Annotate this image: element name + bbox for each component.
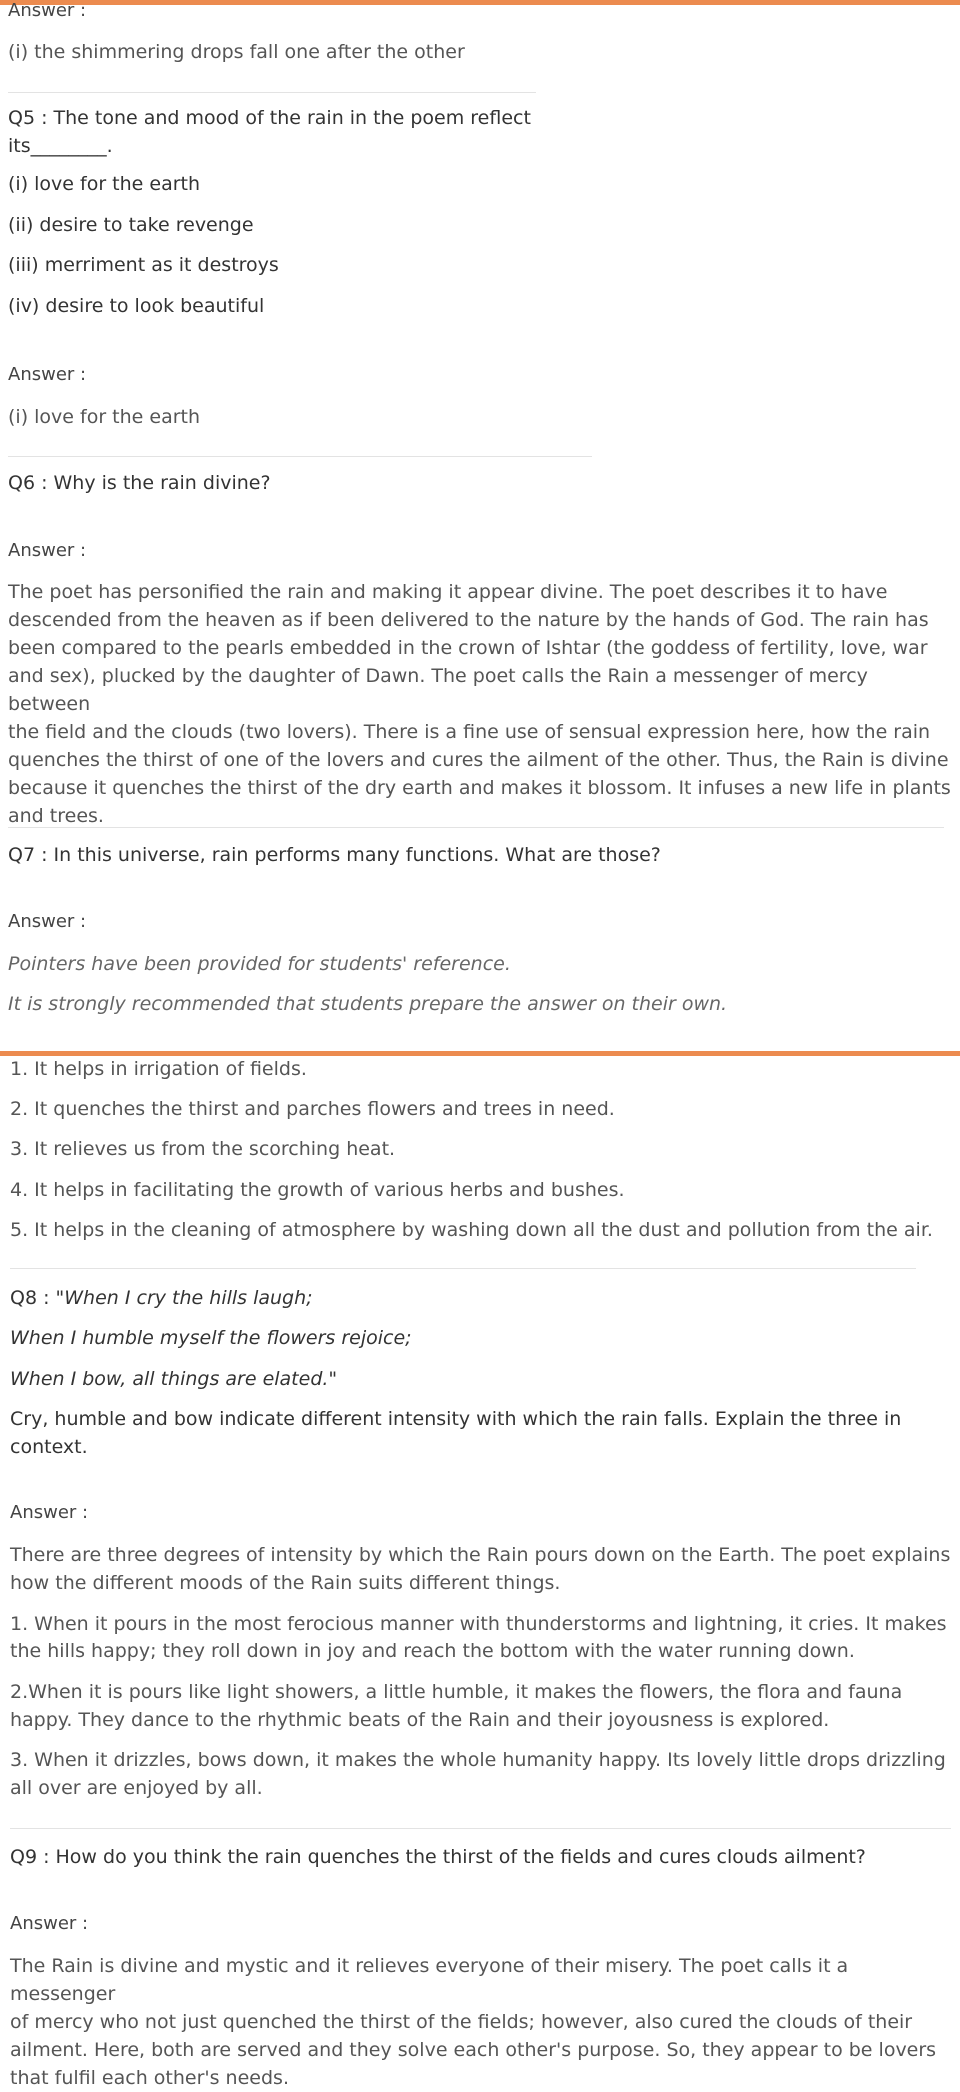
q6-answer-line: and sex), plucked by the daughter of Dawn. The poet calls the Rain a messenger of mercy between: [8, 665, 868, 715]
divider: [8, 92, 536, 93]
q9-answer-paragraph: [10, 1952, 955, 2092]
q6-answer-line: descended from the heaven as if been delivered to the nature by the hands of God. The rain has: [8, 609, 929, 631]
divider: [10, 1268, 916, 1269]
q5-option-2: (ii) desire to take revenge: [8, 214, 254, 236]
q8-question-line-2: context.: [10, 1436, 88, 1458]
q8-point-2-line-2: happy. They dance to the rhythmic beats of the Rain and their joyousness is explored.: [10, 1709, 830, 1731]
q7-point-2: 2. It quenches the thirst and parches flowers and trees in need.: [10, 1098, 615, 1120]
answer-label: Answer :: [8, 0, 87, 21]
q5-answer: (i) love for the earth: [8, 406, 201, 428]
q8-question-line-1: Cry, humble and bow indicate different intensity with which the rain falls. Explain the three in: [10, 1408, 902, 1430]
q6-answer-label: Answer :: [8, 540, 87, 561]
q9-answer-label: Answer :: [10, 1913, 89, 1934]
q6-answer-line: the field and the clouds (two lovers). There is a fine use of sensual expression here, how the rain: [8, 721, 931, 743]
q5-option-4: (iv) desire to look beautiful: [8, 295, 265, 317]
q5-question-cont: its________.: [8, 135, 113, 157]
q5-option-3: (iii) merriment as it destroys: [8, 254, 279, 276]
q8-point-3-line-2: all over are enjoyed by all.: [10, 1777, 263, 1799]
q6-answer-line: been compared to the pearls embedded in the crown of Ishtar (the goddess of fertility, love, war: [8, 637, 928, 659]
q8-answer-label: Answer :: [10, 1502, 89, 1523]
q9-answer-line: ailment. Here, both are served and they solve each other's purpose. So, they appear to be lovers: [10, 2039, 937, 2061]
q9-answer-line: of mercy who not just quenched the thirst of the fields; however, also cured the clouds of their: [10, 2011, 913, 2033]
divider: [8, 827, 944, 828]
q8-quote-line-3: When I bow, all things are elated.": [10, 1368, 338, 1390]
q8-quote-line-2: When I humble myself the flowers rejoice;: [10, 1327, 412, 1349]
top-orange-bar: [0, 0, 960, 5]
q6-question: Q6 : Why is the rain divine?: [8, 472, 271, 494]
answer-text: (i) the shimmering drops fall one after the other: [8, 41, 465, 63]
q8-point-1-line-1: 1. When it pours in the most ferocious manner with thunderstorms and lightning, it cries. It makes: [10, 1613, 947, 1635]
q7-point-5: 5. It helps in the cleaning of atmosphere by washing down all the dust and pollution from the air.: [10, 1219, 933, 1241]
q7-note-recommendation: It is strongly recommended that students prepare the answer on their own.: [8, 993, 728, 1015]
q7-answer-label: Answer :: [8, 911, 87, 932]
q6-answer-line: and trees.: [8, 805, 104, 827]
divider: [8, 456, 592, 457]
q8-quote-line-1: [10, 1284, 313, 1312]
q6-answer-line: because it quenches the thirst of the dry earth and makes it blossom. It infuses a new life in plants: [8, 777, 951, 799]
q8-intro-line-1: There are three degrees of intensity by which the Rain pours down on the Earth. The poet explains: [10, 1544, 951, 1566]
q5-question: Q5 : The tone and mood of the rain in the poem reflect: [8, 107, 531, 129]
q5-option-1: (i) love for the earth: [8, 173, 201, 195]
q8-intro-line-2: how the different moods of the Rain suits different things.: [10, 1572, 561, 1594]
q7-point-4: 4. It helps in facilitating the growth of various herbs and bushes.: [10, 1179, 625, 1201]
q6-answer-paragraph: [8, 578, 953, 830]
q7-point-3: 3. It relieves us from the scorching heat.: [10, 1138, 396, 1160]
q8-quote-text: "When I cry the hills laugh;: [55, 1287, 313, 1309]
q9-question: Q9 : How do you think the rain quenches the thirst of the fields and cures clouds ailment?: [10, 1846, 866, 1868]
q9-answer-line: The Rain is divine and mystic and it relieves everyone of their misery. The poet calls it a messenger: [10, 1955, 849, 2005]
q8-point-1-line-2: the hills happy; they roll down in joy and reach the bottom with the water running down.: [10, 1640, 855, 1662]
q6-answer-line: The poet has personified the rain and making it appear divine. The poet describes it to have: [8, 581, 888, 603]
q7-note-pointers: Pointers have been provided for students' reference.: [8, 953, 511, 975]
q7-question: Q7 : In this universe, rain performs many functions. What are those?: [8, 844, 661, 866]
divider: [10, 1828, 951, 1829]
q8-point-2-line-1: 2.When it is pours like light showers, a little humble, it makes the flowers, the flora and fauna: [10, 1681, 903, 1703]
q9-answer-line: that fulfil each other's needs.: [10, 2067, 289, 2089]
q7-point-1: 1. It helps in irrigation of fields.: [10, 1058, 307, 1080]
q8-point-3-line-1: 3. When it drizzles, bows down, it makes the whole humanity happy. Its lovely little drops drizzling: [10, 1749, 946, 1771]
q5-answer-label: Answer :: [8, 364, 87, 385]
q8-prefix: Q8 :: [10, 1287, 56, 1309]
q6-answer-line: quenches the thirst of one of the lovers and cures the ailment of the other. Thus, the Rain is divine: [8, 749, 949, 771]
